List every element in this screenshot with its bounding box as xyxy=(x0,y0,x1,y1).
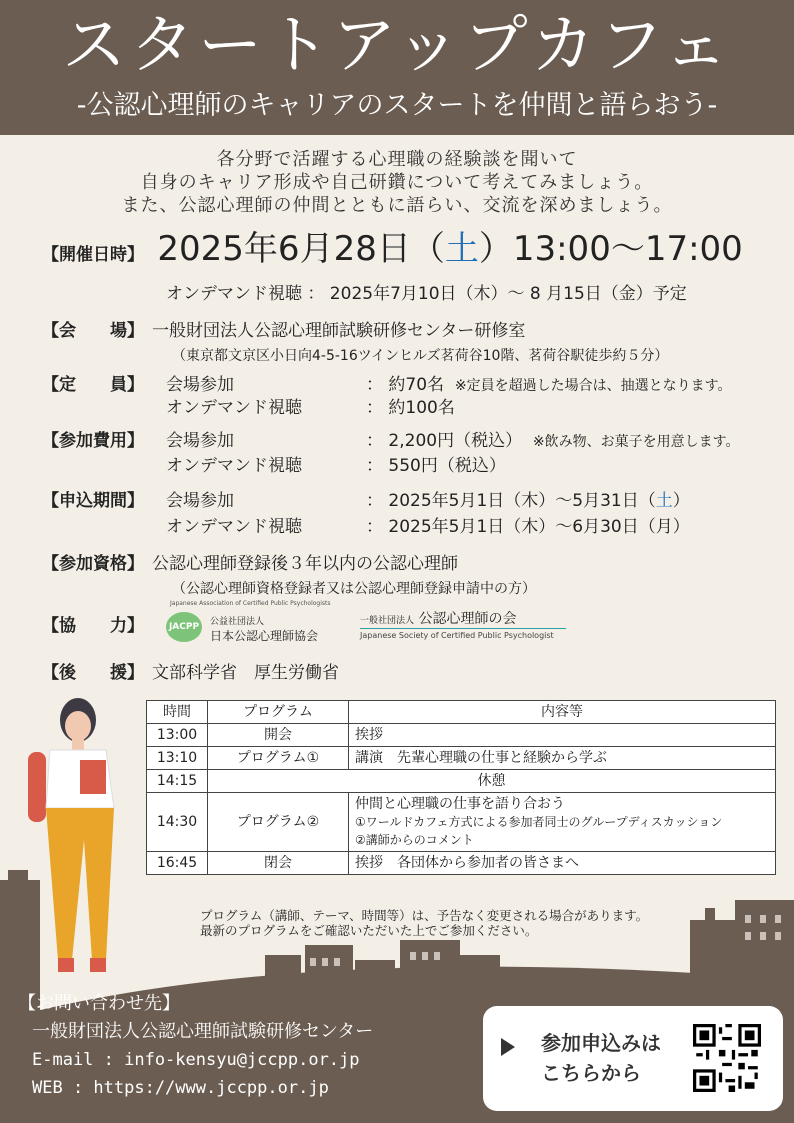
intro-line: 各分野で活躍する心理職の経験談を聞いて xyxy=(216,149,578,170)
table-cell-break: 休憩 xyxy=(208,770,776,793)
table-cell-program: 閉会 xyxy=(208,852,349,875)
cpp-society-logo xyxy=(360,604,570,644)
venue-label: 【会 場】 xyxy=(42,321,144,341)
venue-name: 一般財団法人公認心理師試験研修センター研修室 xyxy=(152,321,526,341)
table-cell-content: 挨拶 xyxy=(349,724,776,747)
content-line: ①ワールドカフェ方式による参加者同士のグループディスカッション xyxy=(355,815,723,829)
capacity-section xyxy=(42,374,782,396)
cpp-society-title: 公認心理師の会 xyxy=(418,611,517,627)
event-date-day: 土 xyxy=(444,229,479,269)
program-table xyxy=(146,700,776,875)
jacpp-mark: JACPP xyxy=(166,612,202,642)
capacity-online-value: ： 約100名 xyxy=(366,398,455,418)
fee-onsite-label: 会場参加 xyxy=(166,431,234,451)
program-footnote xyxy=(200,908,648,938)
footnote-line: プログラム（講師、テーマ、時間等）は、予告なく変更される場合があります。 xyxy=(200,908,649,923)
table-row xyxy=(147,852,776,875)
event-date-time: ）13:00〜17:00 xyxy=(478,229,743,269)
fee-onsite-value xyxy=(366,430,740,453)
apply-button[interactable] xyxy=(483,1006,783,1111)
qr-code-icon[interactable] xyxy=(693,1024,761,1092)
fee-note: ※飲み物、お菓子を用意します。 xyxy=(532,434,740,450)
content-line: 仲間と心理職の仕事を語り合おう xyxy=(355,796,565,812)
cpp-society-english: Japanese Society of Certified Public Psychologist xyxy=(360,631,554,640)
capacity-onsite-number: ： 約70名 xyxy=(366,375,445,395)
table-cell-time: 13:00 xyxy=(147,724,208,747)
period-onsite-close: ） xyxy=(672,491,690,511)
capacity-online-label: オンデマンド視聴 xyxy=(166,398,302,418)
play-icon xyxy=(501,1038,515,1056)
intro-text xyxy=(0,148,794,217)
venue-address: （東京都文京区小日向4-5-16ツインヒルズ茗荷谷10階、茗荷谷駅徒歩約５分） xyxy=(172,348,669,364)
apply-line: 参加申込みは xyxy=(541,1031,661,1055)
cpp-society-divider xyxy=(360,628,566,629)
page-subtitle: -公認心理師のキャリアのスタートを仲間と語らおう- xyxy=(76,90,718,121)
table-row xyxy=(147,724,776,747)
table-cell-content xyxy=(349,793,776,852)
table-header-row xyxy=(147,701,776,724)
capacity-note: ※定員を超過した場合は、抽選となります。 xyxy=(454,378,732,394)
fee-onsite-price: ： 2,200円（税込） xyxy=(366,431,523,451)
contact-email[interactable]: E-mail : info-kensyu@jccpp.or.jp xyxy=(32,1050,360,1070)
table-cell-time: 13:10 xyxy=(147,747,208,770)
capacity-onsite-label: 会場参加 xyxy=(166,375,234,395)
jacpp-english-name: Japanese Association of Certified Public Psychologists xyxy=(170,600,331,607)
table-cell-content: 講演 先輩心理職の仕事と経験から学ぶ xyxy=(349,747,776,770)
period-onsite-day: 土 xyxy=(655,491,673,511)
fee-section xyxy=(42,430,782,452)
contact-web[interactable]: WEB : https://www.jccpp.or.jp xyxy=(32,1078,329,1098)
apply-text xyxy=(541,1028,661,1088)
student-illustration xyxy=(18,690,128,990)
fee-online-value: ： 550円（税込） xyxy=(366,456,506,476)
cpp-society-name xyxy=(360,608,516,628)
jacpp-type: 公益社団法人 xyxy=(210,617,265,627)
period-onsite-label: 会場参加 xyxy=(166,491,234,511)
page-title: スタートアップカフェ xyxy=(62,9,732,83)
content-line: ②講師からのコメント xyxy=(355,833,474,847)
table-row xyxy=(147,770,776,793)
qualification-text: 公認心理師登録後３年以内の公認心理師 xyxy=(152,554,458,574)
date-label: 【開催日時】 xyxy=(42,245,144,265)
period-onsite-value xyxy=(366,490,690,512)
period-online-label: オンデマンド視聴 xyxy=(166,517,302,537)
header-banner xyxy=(0,0,794,135)
capacity-label: 【定 員】 xyxy=(42,375,144,395)
table-header-program: プログラム xyxy=(208,701,349,724)
jacpp-logo xyxy=(166,600,346,644)
footnote-line: 最新のプログラムをご確認いただいた上でご参加ください。 xyxy=(200,923,538,938)
cpp-society-type: 一般社団法人 xyxy=(360,616,415,626)
jacpp-name: 日本公認心理師協会 xyxy=(210,629,319,643)
capacity-onsite-value xyxy=(366,374,731,397)
table-cell-time: 14:15 xyxy=(147,770,208,793)
qualification-note: （公認心理師資格登録者又は公認心理師登録申請中の方） xyxy=(172,581,536,597)
date-section xyxy=(42,229,743,269)
period-label: 【申込期間】 xyxy=(42,491,144,511)
table-header-time: 時間 xyxy=(147,701,208,724)
cooperation-section xyxy=(42,615,152,637)
table-cell-content: 挨拶 各団体から参加者の皆さまへ xyxy=(349,852,776,875)
qualification-label: 【参加資格】 xyxy=(42,554,144,574)
table-row xyxy=(147,793,776,852)
table-row xyxy=(147,747,776,770)
event-date-main: 2025年6月28日（ xyxy=(157,229,445,269)
ondemand-date: オンデマンド視聴 ： 2025年7月10日（木）〜 8 月15日（金）予定 xyxy=(166,284,687,304)
apply-line: こちらから xyxy=(541,1061,641,1085)
fee-label: 【参加費用】 xyxy=(42,431,144,451)
table-cell-program: プログラム① xyxy=(208,747,349,770)
table-cell-program: プログラム② xyxy=(208,793,349,852)
fee-online-label: オンデマンド視聴 xyxy=(166,456,302,476)
table-cell-program: 開会 xyxy=(208,724,349,747)
qualification-section xyxy=(42,553,458,575)
period-section xyxy=(42,490,782,512)
table-header-content: 内容等 xyxy=(349,701,776,724)
contact-org: 一般財団法人公認心理師試験研修センター xyxy=(32,1021,374,1042)
event-date xyxy=(157,229,742,269)
intro-line: また、公認心理師の仲間とともに語らい、交流を深めましょう。 xyxy=(121,195,673,216)
table-cell-time: 14:30 xyxy=(147,793,208,852)
table-cell-time: 16:45 xyxy=(147,852,208,875)
venue-section xyxy=(42,320,525,342)
period-online-value: ： 2025年5月1日（木）〜6月30日（月） xyxy=(366,517,690,537)
support-label: 【後 援】 xyxy=(42,663,144,683)
contact-heading: 【お問い合わせ先】 xyxy=(18,993,180,1014)
intro-line: 自身のキャリア形成や自己研鑽について考えてみましょう。 xyxy=(140,172,654,193)
support-section xyxy=(42,662,339,684)
period-onsite-dates: ： 2025年5月1日（木）〜5月31日（ xyxy=(366,491,656,511)
contact-block xyxy=(18,990,373,1102)
support-text: 文部科学省 厚生労働省 xyxy=(152,663,339,683)
cooperation-label: 【協 力】 xyxy=(42,616,144,636)
